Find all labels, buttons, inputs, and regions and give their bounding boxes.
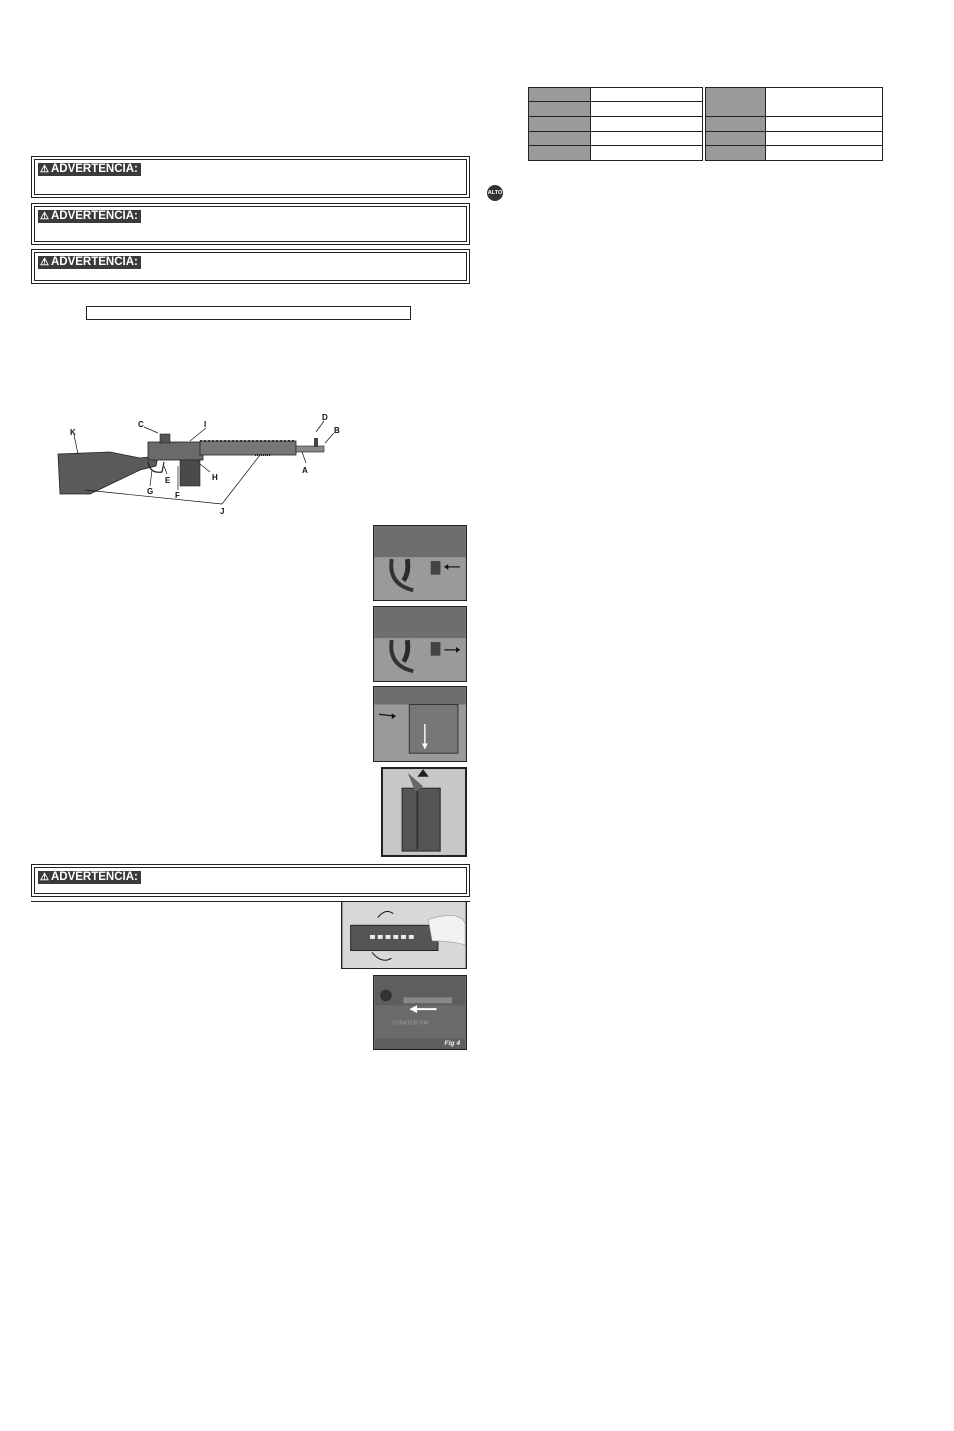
magazine-loading-photo (381, 767, 467, 857)
label-d: D (322, 413, 328, 422)
figure-caption: Fig 4 (444, 1040, 461, 1048)
label-k: K (70, 428, 76, 437)
label-c: C (138, 420, 144, 429)
rifle-parts-diagram (50, 408, 360, 520)
label-a: A (302, 466, 308, 475)
warning-triangle-icon: ⚠ (40, 872, 49, 883)
spec-table-left (528, 87, 703, 161)
label-g: G (147, 487, 154, 496)
warning-tag: ⚠ ADVERTENCIA: (38, 163, 141, 176)
loading-port-photo (341, 901, 467, 969)
warning-tag: ⚠ ADVERTENCIA: (38, 210, 141, 223)
warning-box-4 (31, 864, 470, 897)
warning-box-2 (31, 203, 470, 245)
magazine-release-photo (373, 686, 467, 762)
bolt-photo-fig4 (373, 975, 467, 1050)
stop-icon: ALTO (487, 185, 503, 201)
label-f: F (175, 491, 180, 500)
warning-box-3 (31, 249, 470, 284)
label-i: I (204, 420, 207, 429)
warning-triangle-icon: ⚠ (40, 211, 49, 222)
trigger-safety-photo-2 (373, 606, 467, 682)
brand-text: STINGER RM (391, 1020, 429, 1027)
label-j: J (220, 507, 225, 516)
label-b: B (334, 426, 340, 435)
blank-caption-box (86, 306, 411, 320)
warning-triangle-icon: ⚠ (40, 164, 49, 175)
warning-box-1 (31, 156, 470, 198)
label-h: H (212, 473, 218, 482)
trigger-safety-photo-1 (373, 525, 467, 601)
label-e: E (165, 476, 171, 485)
warning-tag: ⚠ ADVERTENCIA: (38, 871, 141, 884)
warning-triangle-icon: ⚠ (40, 257, 49, 268)
warning-tag: ⚠ ADVERTENCIA: (38, 256, 141, 269)
spec-table-right (705, 87, 883, 161)
